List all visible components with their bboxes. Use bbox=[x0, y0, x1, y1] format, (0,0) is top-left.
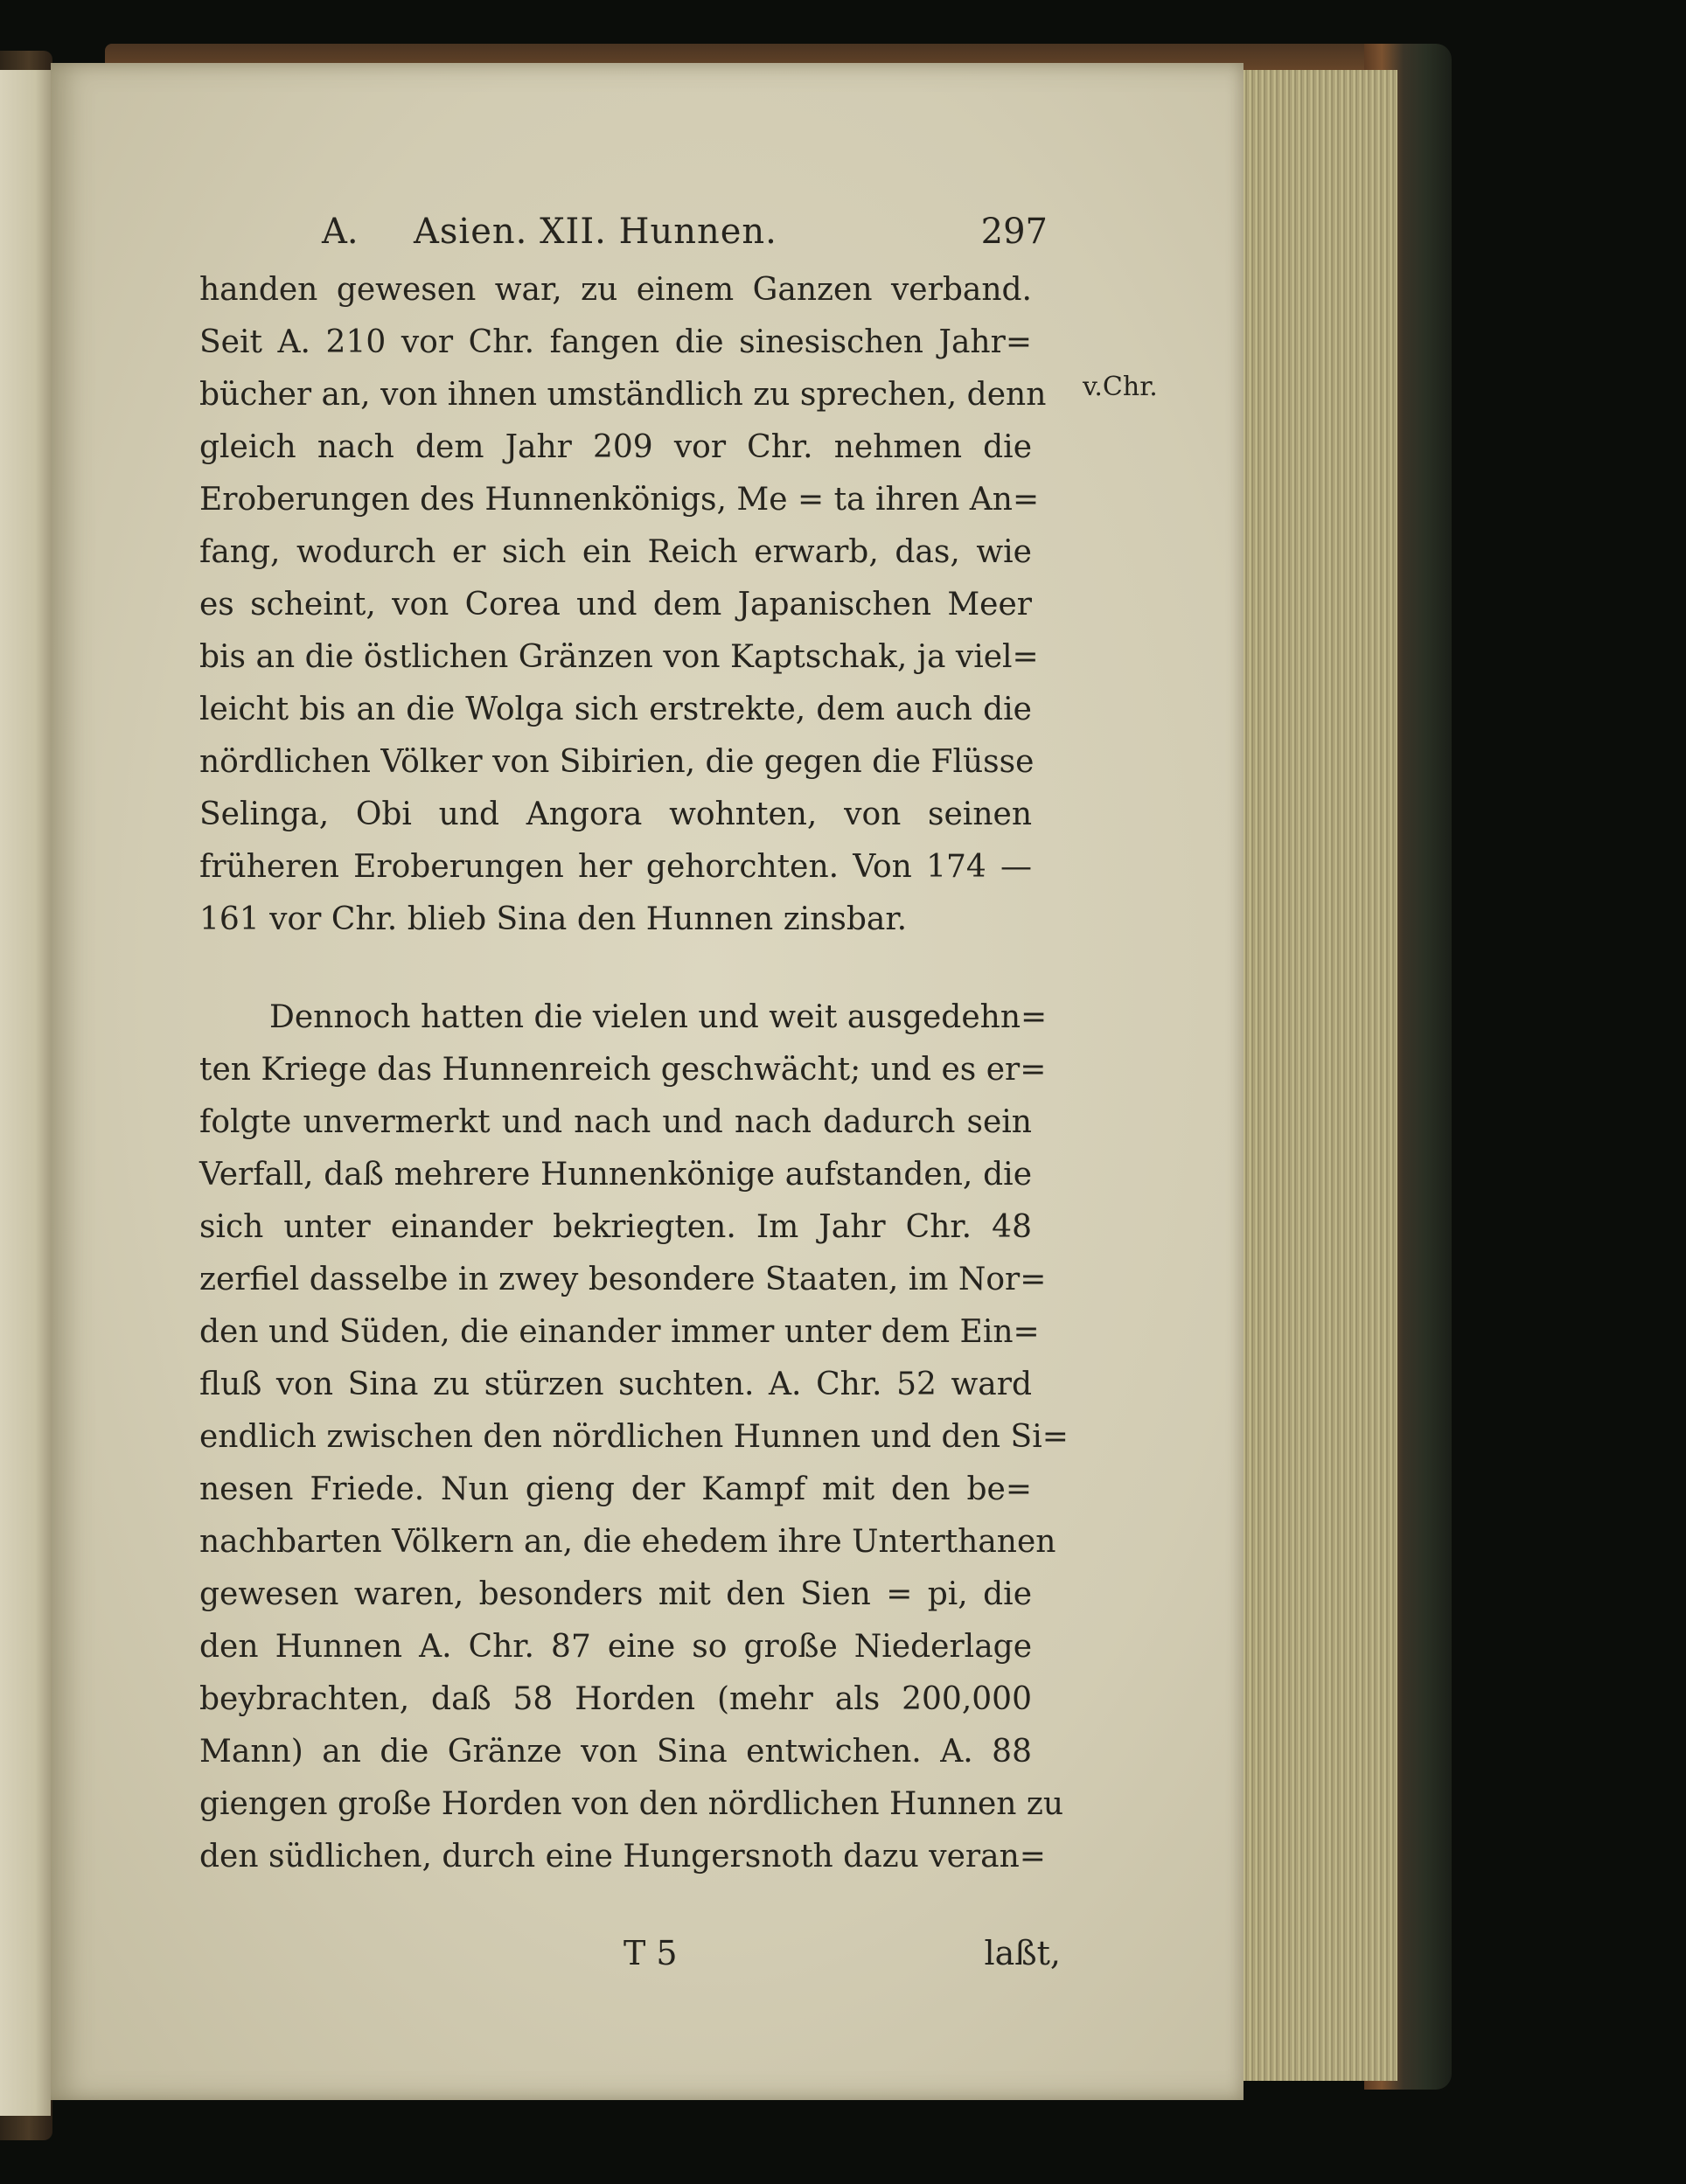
text-line: Mann) an die Gränze von Sina entwichen. A. 88 bbox=[199, 1734, 1032, 1770]
text-line: Verfall, daß mehrere Hunnenkönige aufstanden, die bbox=[199, 1157, 1032, 1193]
text-line: folgte unvermerkt und nach und nach dadurch sein bbox=[199, 1104, 1032, 1140]
margin-note: v.Chr. bbox=[1083, 372, 1158, 402]
book-page bbox=[51, 63, 1244, 2100]
text-line: den Hunnen A. Chr. 87 eine so große Niederlage bbox=[199, 1629, 1032, 1665]
text-line: nachbarten Völkern an, die ehedem ihre Unterthanen bbox=[199, 1524, 1056, 1560]
facing-page-edge bbox=[0, 70, 51, 2116]
text-line: bis an die östlichen Gränzen von Kaptschak, ja viel= bbox=[199, 639, 1039, 675]
text-line: endlich zwischen den nördlichen Hunnen und den Si= bbox=[199, 1419, 1069, 1455]
page-number: 297 bbox=[980, 212, 1048, 252]
text-line: Selinga, Obi und Angora wohnten, von seinen bbox=[199, 796, 1032, 832]
body-text bbox=[199, 264, 1069, 1883]
section-letter: A. bbox=[322, 212, 359, 252]
paragraph-gap bbox=[199, 946, 1032, 991]
text-line: es scheint, von Corea und dem Japanischen Meer bbox=[199, 587, 1032, 623]
header-title: Asien. XII. Hunnen. bbox=[414, 212, 777, 252]
page-footer bbox=[624, 1934, 1061, 1986]
paragraph-1 bbox=[199, 264, 1047, 946]
text-line: Seit A. 210 vor Chr. fangen die sinesischen Jahr= bbox=[199, 324, 1032, 360]
signature-mark: T 5 bbox=[624, 1934, 678, 1972]
text-line: den südlichen, durch eine Hungersnoth dazu veran= bbox=[199, 1839, 1046, 1874]
text-line: Dennoch hatten die vielen und weit ausgedehn= bbox=[269, 999, 1048, 1035]
text-line: fluß von Sina zu stürzen suchten. A. Chr. 52 ward bbox=[199, 1367, 1032, 1402]
catchword: laßt, bbox=[984, 1934, 1061, 1972]
text-line: nesen Friede. Nun gieng der Kampf mit den be= bbox=[199, 1471, 1032, 1507]
text-line: leicht bis an die Wolga sich erstrekte, dem auch die bbox=[199, 692, 1032, 727]
text-line: früheren Eroberungen her gehorchten. Von 174 — bbox=[199, 849, 1032, 885]
paragraph-2 bbox=[199, 991, 1069, 1883]
text-line: beybrachten, daß 58 Horden (mehr als 200,000 bbox=[199, 1681, 1032, 1717]
text-line: sich unter einander bekriegten. Im Jahr Chr. 48 bbox=[199, 1209, 1032, 1245]
text-line: den und Süden, die einander immer unter dem Ein= bbox=[199, 1314, 1040, 1350]
text-line: bücher an, von ihnen umständlich zu sprechen, denn bbox=[199, 377, 1047, 413]
text-line: ten Kriege das Hunnenreich geschwächt; und es er= bbox=[199, 1052, 1047, 1088]
text-line: fang, wodurch er sich ein Reich erwarb, das, wie bbox=[199, 534, 1032, 570]
page-edges bbox=[1240, 70, 1397, 2081]
text-line: gleich nach dem Jahr 209 vor Chr. nehmen die bbox=[199, 429, 1032, 465]
text-line: Eroberungen des Hunnenkönigs, Me = ta ihren An= bbox=[199, 482, 1040, 518]
text-line: giengen große Horden von den nördlichen Hunnen zu bbox=[199, 1786, 1064, 1822]
text-line: gewesen waren, besonders mit den Sien = pi, die bbox=[199, 1576, 1032, 1612]
text-line: zerfiel dasselbe in zwey besondere Staaten, im Nor= bbox=[199, 1262, 1047, 1297]
text-line: 161 vor Chr. blieb Sina den Hunnen zinsbar. bbox=[199, 901, 908, 937]
text-line: nördlichen Völker von Sibirien, die gegen die Flüsse bbox=[199, 744, 1035, 780]
text-line: handen gewesen war, zu einem Ganzen verband. bbox=[199, 272, 1032, 308]
